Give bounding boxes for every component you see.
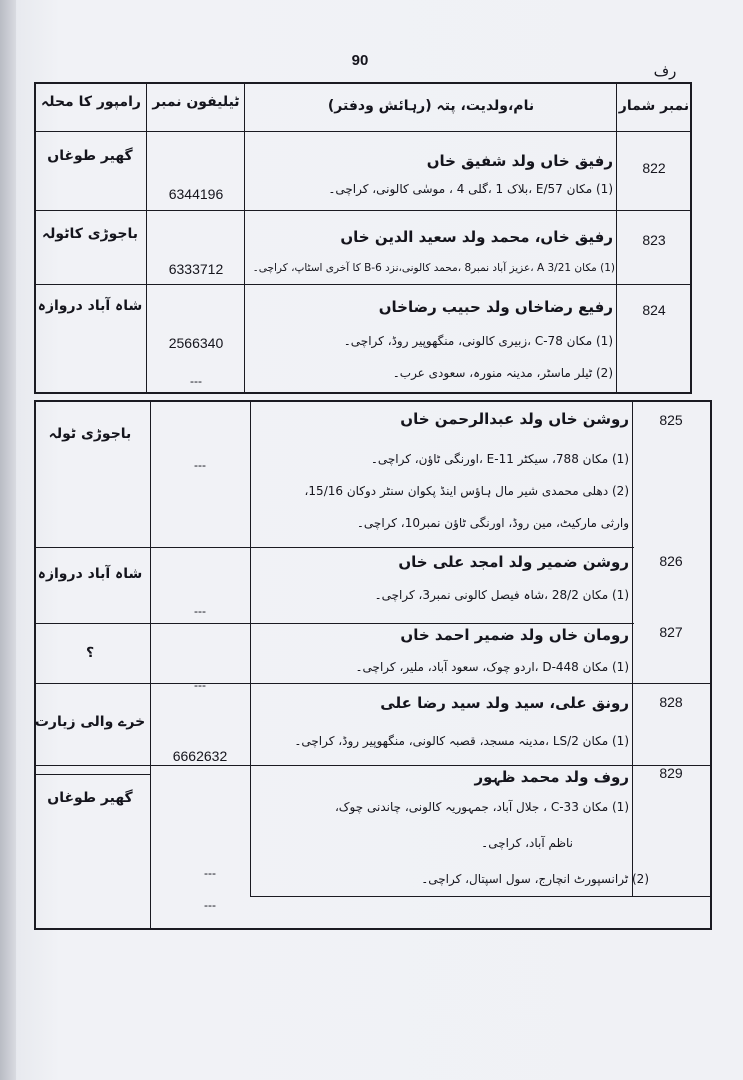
mohalla-name: ؟: [85, 645, 95, 661]
person-name: روشن ضمیر ولد امجد علی خاں: [398, 553, 629, 571]
serial-number: 826: [659, 553, 683, 569]
person-name: رفیق خاں ولد شفیق خاں: [426, 152, 613, 170]
address-line: (2) ٹیلر ماسٹر، مدینہ منورہ، سعودی عرب۔: [392, 366, 613, 380]
page-number: 90: [351, 52, 369, 69]
header-divider: [34, 131, 692, 132]
phone-number: 2566340: [168, 335, 224, 351]
address-line: (2) دھلی محمدی شیر مال ہاؤس اینڈ پکوان سنٹر دوکان 15/16،: [304, 484, 629, 498]
header-name-address: نام،ولدیت، پتہ (رہائش ودفتر): [327, 98, 535, 114]
row-divider: [34, 210, 692, 211]
header-phone: ٹیلیفون نمبر: [152, 94, 240, 110]
address-line: (1) مکان C-33 ، جلال آباد، جمہوریہ کالونی، چاندنی چوک،: [334, 800, 629, 814]
page-letter: رف: [653, 62, 677, 80]
column-divider: [632, 400, 633, 896]
serial-number: 825: [659, 412, 683, 428]
address-line: وارثی مارکیٹ، مین روڈ، اورنگی ٹاؤن نمبر10، کراچی۔: [356, 516, 629, 530]
phone-empty: ---: [204, 898, 216, 912]
row-divider: [34, 683, 712, 684]
person-name: روف ولد محمد ظہور: [474, 768, 629, 786]
person-name: رونق علی، سید ولد سید رضا علی: [380, 694, 629, 712]
column-divider: [250, 400, 251, 896]
mohalla-name: شاہ آباد دروازہ: [37, 566, 143, 582]
serial-number: 827: [659, 624, 683, 640]
mohalla-name: گھیر طوغاں: [47, 148, 133, 164]
row-divider: [34, 284, 692, 285]
row-divider: [34, 765, 712, 766]
address-line: (1) مکان 788، سیکٹر 11-E ،اورنگی ٹاؤن، کراچی۔: [370, 452, 629, 466]
phone-number: 6333712: [168, 261, 224, 277]
mohalla-name: گھیر طوغاں: [47, 790, 133, 806]
person-name: رفیق خاں، محمد ولد سعید الدین خاں: [340, 228, 613, 246]
mohalla-name: شاہ آباد دروازہ: [37, 298, 143, 314]
phone-number: 6662632: [172, 748, 228, 764]
person-name: رفیع رضاخاں ولد حبیب رضاخاں: [378, 298, 613, 316]
row-divider: [250, 896, 712, 897]
column-divider: [616, 82, 617, 394]
serial-number: 822: [642, 160, 666, 176]
address-line: (1) مکان C-78 ،زبیری کالونی، منگھوپیر روڈ، کراچی۔: [343, 334, 613, 348]
book-spine: [0, 0, 16, 1080]
mohalla-name: خرے والی زیارت: [34, 714, 146, 730]
address-line: (2) ٹرانسپورٹ انچارج، سول اسپتال، کراچی۔: [421, 872, 649, 886]
mohalla-name: باجوڑی ٹولہ: [48, 426, 132, 442]
serial-number: 824: [642, 302, 666, 318]
address-line: (1) مکان E/57 ،بلاک 1 ،گلی 4 ، موسٰی کالونی، کراچی۔: [328, 182, 613, 196]
address-line: (1) مکان LS/2 ،مدینہ مسجد، قصبہ کالونی، منگھوپیر روڈ، کراچی۔: [294, 734, 629, 748]
serial-number: 829: [659, 765, 683, 781]
row-divider: [34, 774, 150, 775]
person-name: روشن خاں ولد عبدالرحمن خاں: [400, 410, 629, 428]
row-divider: [34, 547, 634, 548]
column-divider: [150, 400, 151, 930]
serial-number: 828: [659, 694, 683, 710]
header-mohalla: رامپور کا محلہ: [41, 94, 141, 110]
row-divider: [34, 623, 634, 624]
phone-number: 6344196: [168, 186, 224, 202]
phone-empty: ---: [204, 866, 216, 880]
address-line: (1) مکان D-448 ،اردو چوک، سعود آباد، ملیر، کراچی۔: [355, 660, 629, 674]
address-line: ناظم آباد، کراچی۔: [481, 836, 573, 850]
address-line: (1) مکان A 3/21 ،عزیز آباد نمبر8 ،محمد کالونی،نزد 6-B کا آخری اسٹاپ، کراچی۔: [252, 262, 615, 274]
phone-empty: ---: [194, 678, 206, 692]
mohalla-name: باجوڑی کاٹولہ: [41, 226, 139, 242]
phone-empty: ---: [194, 604, 206, 618]
address-line: (1) مکان 28/2 ،شاہ فیصل کالونی نمبر3، کراچی۔: [374, 588, 629, 602]
header-serial: نمبر شمار: [618, 98, 690, 114]
phone-empty: ---: [194, 458, 206, 472]
serial-number: 823: [642, 232, 666, 248]
phone-empty: ---: [190, 374, 202, 388]
person-name: رومان خاں ولد ضمیر احمد خاں: [400, 626, 629, 644]
